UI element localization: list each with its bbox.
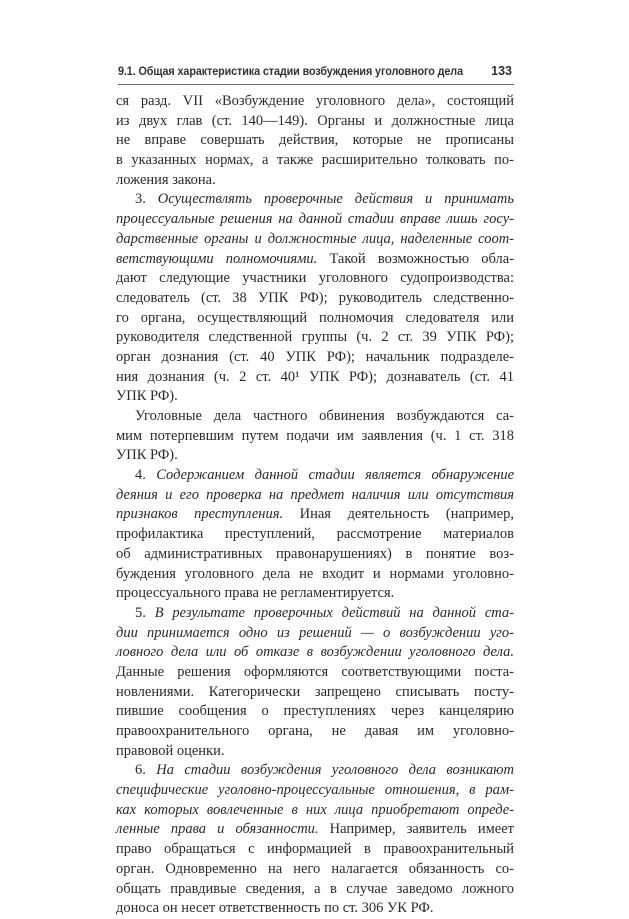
italic-text-run: В результате проверочных действий на данной ста-: [154, 604, 514, 621]
text-run: Данные решения оформляются соответствующими поста-: [116, 663, 514, 680]
text-line: [116, 604, 514, 624]
text-run: ся разд. VII «Возбуждение уголовного дела», состоящий: [116, 93, 514, 109]
text-run: правовой оценки.: [116, 742, 225, 759]
text-line: [116, 289, 514, 309]
text-run: буждения уголовного дела не входит и нормами уголовно-: [116, 565, 514, 582]
text-line: [116, 112, 514, 132]
text-line: [116, 702, 514, 722]
text-run: орган дознания (ст. 40 УПК РФ); начальник подразделе-: [116, 348, 514, 365]
text-run: УПК РФ).: [116, 447, 178, 464]
text-run: в указанных нормах, а также расширительно толковать по-: [116, 152, 514, 169]
paragraph: [116, 92, 514, 190]
text-run: об административных правонарушениях) в понятие воз-: [116, 545, 514, 562]
text-run: руководителя следственной группы (ч. 2 ст. 39 УПК РФ);: [116, 329, 514, 346]
text-run: Например, заявитель имеет: [318, 821, 514, 838]
text-line: [116, 92, 514, 112]
text-run: доноса он несет ответственность по ст. 306 УК РФ.: [116, 900, 434, 917]
text-line: [116, 624, 514, 644]
text-line: [116, 880, 514, 900]
text-line: [116, 171, 514, 191]
text-line: [116, 801, 514, 821]
text-run: орган. Одновременно на него налагается обязанность со-: [116, 860, 514, 877]
text-run: ния дознания (ч. 2 ст. 40¹ УПК РФ); дознаватель (ст. 41: [116, 368, 514, 385]
text-line: [116, 584, 514, 604]
text-run: общать правдивые сведения, а в случае заведомо ложного: [116, 880, 514, 897]
paragraph: [116, 761, 514, 919]
text-line: [116, 407, 514, 427]
text-run: Уголовные дела частного обвинения возбуждаются са-: [135, 408, 514, 424]
text-line: [116, 486, 514, 506]
text-line: [116, 761, 514, 781]
body-text: [116, 92, 514, 919]
text-line: [116, 525, 514, 545]
italic-text-run: специфические уголовно-процессуальные отношения, в рам-: [116, 782, 514, 799]
italic-text-run: ветствующими полномочиями.: [116, 250, 318, 267]
page-number: 133: [491, 64, 512, 78]
italic-text-run: На стадии возбуждения уголовного дела возникают: [156, 762, 514, 779]
text-run: ложения закона.: [116, 171, 216, 188]
text-run: право обращаться с информацией в правоохранительный: [116, 841, 514, 858]
text-line: [116, 190, 514, 210]
italic-text-run: дии принимается одно из решений — о возбуждении уго-: [116, 624, 514, 641]
italic-text-run: деяния и его проверка на предмет наличия или отсутствия: [116, 486, 514, 503]
text-line: [116, 860, 514, 880]
italic-text-run: ленные права и обязанности.: [116, 821, 319, 838]
text-line: [116, 545, 514, 565]
text-run: 5.: [135, 604, 155, 621]
italic-text-run: признаков преступления.: [116, 506, 284, 523]
text-run: следователь (ст. 38 УПК РФ); руководитель следственно-: [116, 289, 514, 306]
italic-text-run: процессуальные решения на данной стадии вправе лишь госу-: [116, 211, 514, 228]
italic-text-run: Содержанием данной стадии является обнаружение: [156, 467, 515, 484]
text-run: Иная деятельность (например,: [283, 506, 514, 523]
text-line: [116, 505, 514, 525]
text-line: [116, 348, 514, 368]
text-line: [116, 820, 514, 840]
text-line: [116, 230, 514, 250]
text-line: [116, 387, 514, 407]
text-run: новлениями. Категорически запрещено списывать посту-: [116, 683, 514, 700]
text-line: [116, 427, 514, 447]
text-line: [116, 663, 514, 683]
text-line: [116, 565, 514, 585]
text-run: го органа, осуществляющий полномочия следователя или: [116, 309, 514, 326]
text-line: [116, 368, 514, 388]
text-line: [116, 250, 514, 270]
text-run: из двух глав (ст. 140—149). Органы и должностные лица: [116, 112, 514, 129]
running-header: [118, 62, 514, 85]
text-run: 4.: [135, 467, 157, 484]
text-line: [116, 446, 514, 466]
text-run: 3.: [135, 191, 158, 208]
text-run: профилактика преступлений, рассмотрение материалов: [116, 526, 514, 543]
text-run: УПК РФ).: [116, 388, 178, 405]
text-line: [116, 899, 514, 919]
running-title: 9.1. Общая характеристика стадии возбуждения уголовного дела: [118, 65, 463, 78]
text-run: дают следующие участники уголовного судопроизводства:: [116, 270, 514, 287]
text-line: [116, 210, 514, 230]
text-line: [116, 643, 514, 663]
text-line: [116, 781, 514, 801]
text-line: [116, 309, 514, 329]
text-line: [116, 131, 514, 151]
italic-text-run: ках которых вовлеченные в них лица приобретают опреде-: [116, 801, 514, 818]
italic-text-run: ловного дела или об отказе в возбуждении уголовного дела.: [116, 644, 514, 661]
text-line: [116, 722, 514, 742]
text-line: [116, 269, 514, 289]
text-run: пившие сообщения о преступлениях через канцелярию: [116, 703, 514, 720]
text-line: [116, 466, 514, 486]
text-line: [116, 151, 514, 171]
text-run: Такой возможностью обла-: [317, 250, 514, 267]
paragraph: [116, 466, 514, 604]
text-run: правоохранительного органа, не давая им уголовно-: [116, 723, 514, 739]
paragraph: [116, 407, 514, 466]
text-run: не вправе совершать действия, которые не прописаны: [116, 132, 514, 149]
text-run: мим потерпевшим путем подачи им заявления (ч. 1 ст. 318: [116, 427, 514, 444]
text-line: [116, 683, 514, 703]
text-run: процессуального права не регламентируется.: [116, 585, 395, 602]
text-line: [116, 840, 514, 860]
text-run: 6.: [135, 762, 157, 779]
paragraph: [116, 604, 514, 762]
italic-text-run: дарственные органы и должностные лица, наделенные соот-: [116, 230, 514, 247]
italic-text-run: Осуществлять проверочные действия и принимать: [157, 191, 514, 208]
text-line: [116, 742, 514, 762]
text-line: [116, 328, 514, 348]
paragraph: [116, 190, 514, 407]
